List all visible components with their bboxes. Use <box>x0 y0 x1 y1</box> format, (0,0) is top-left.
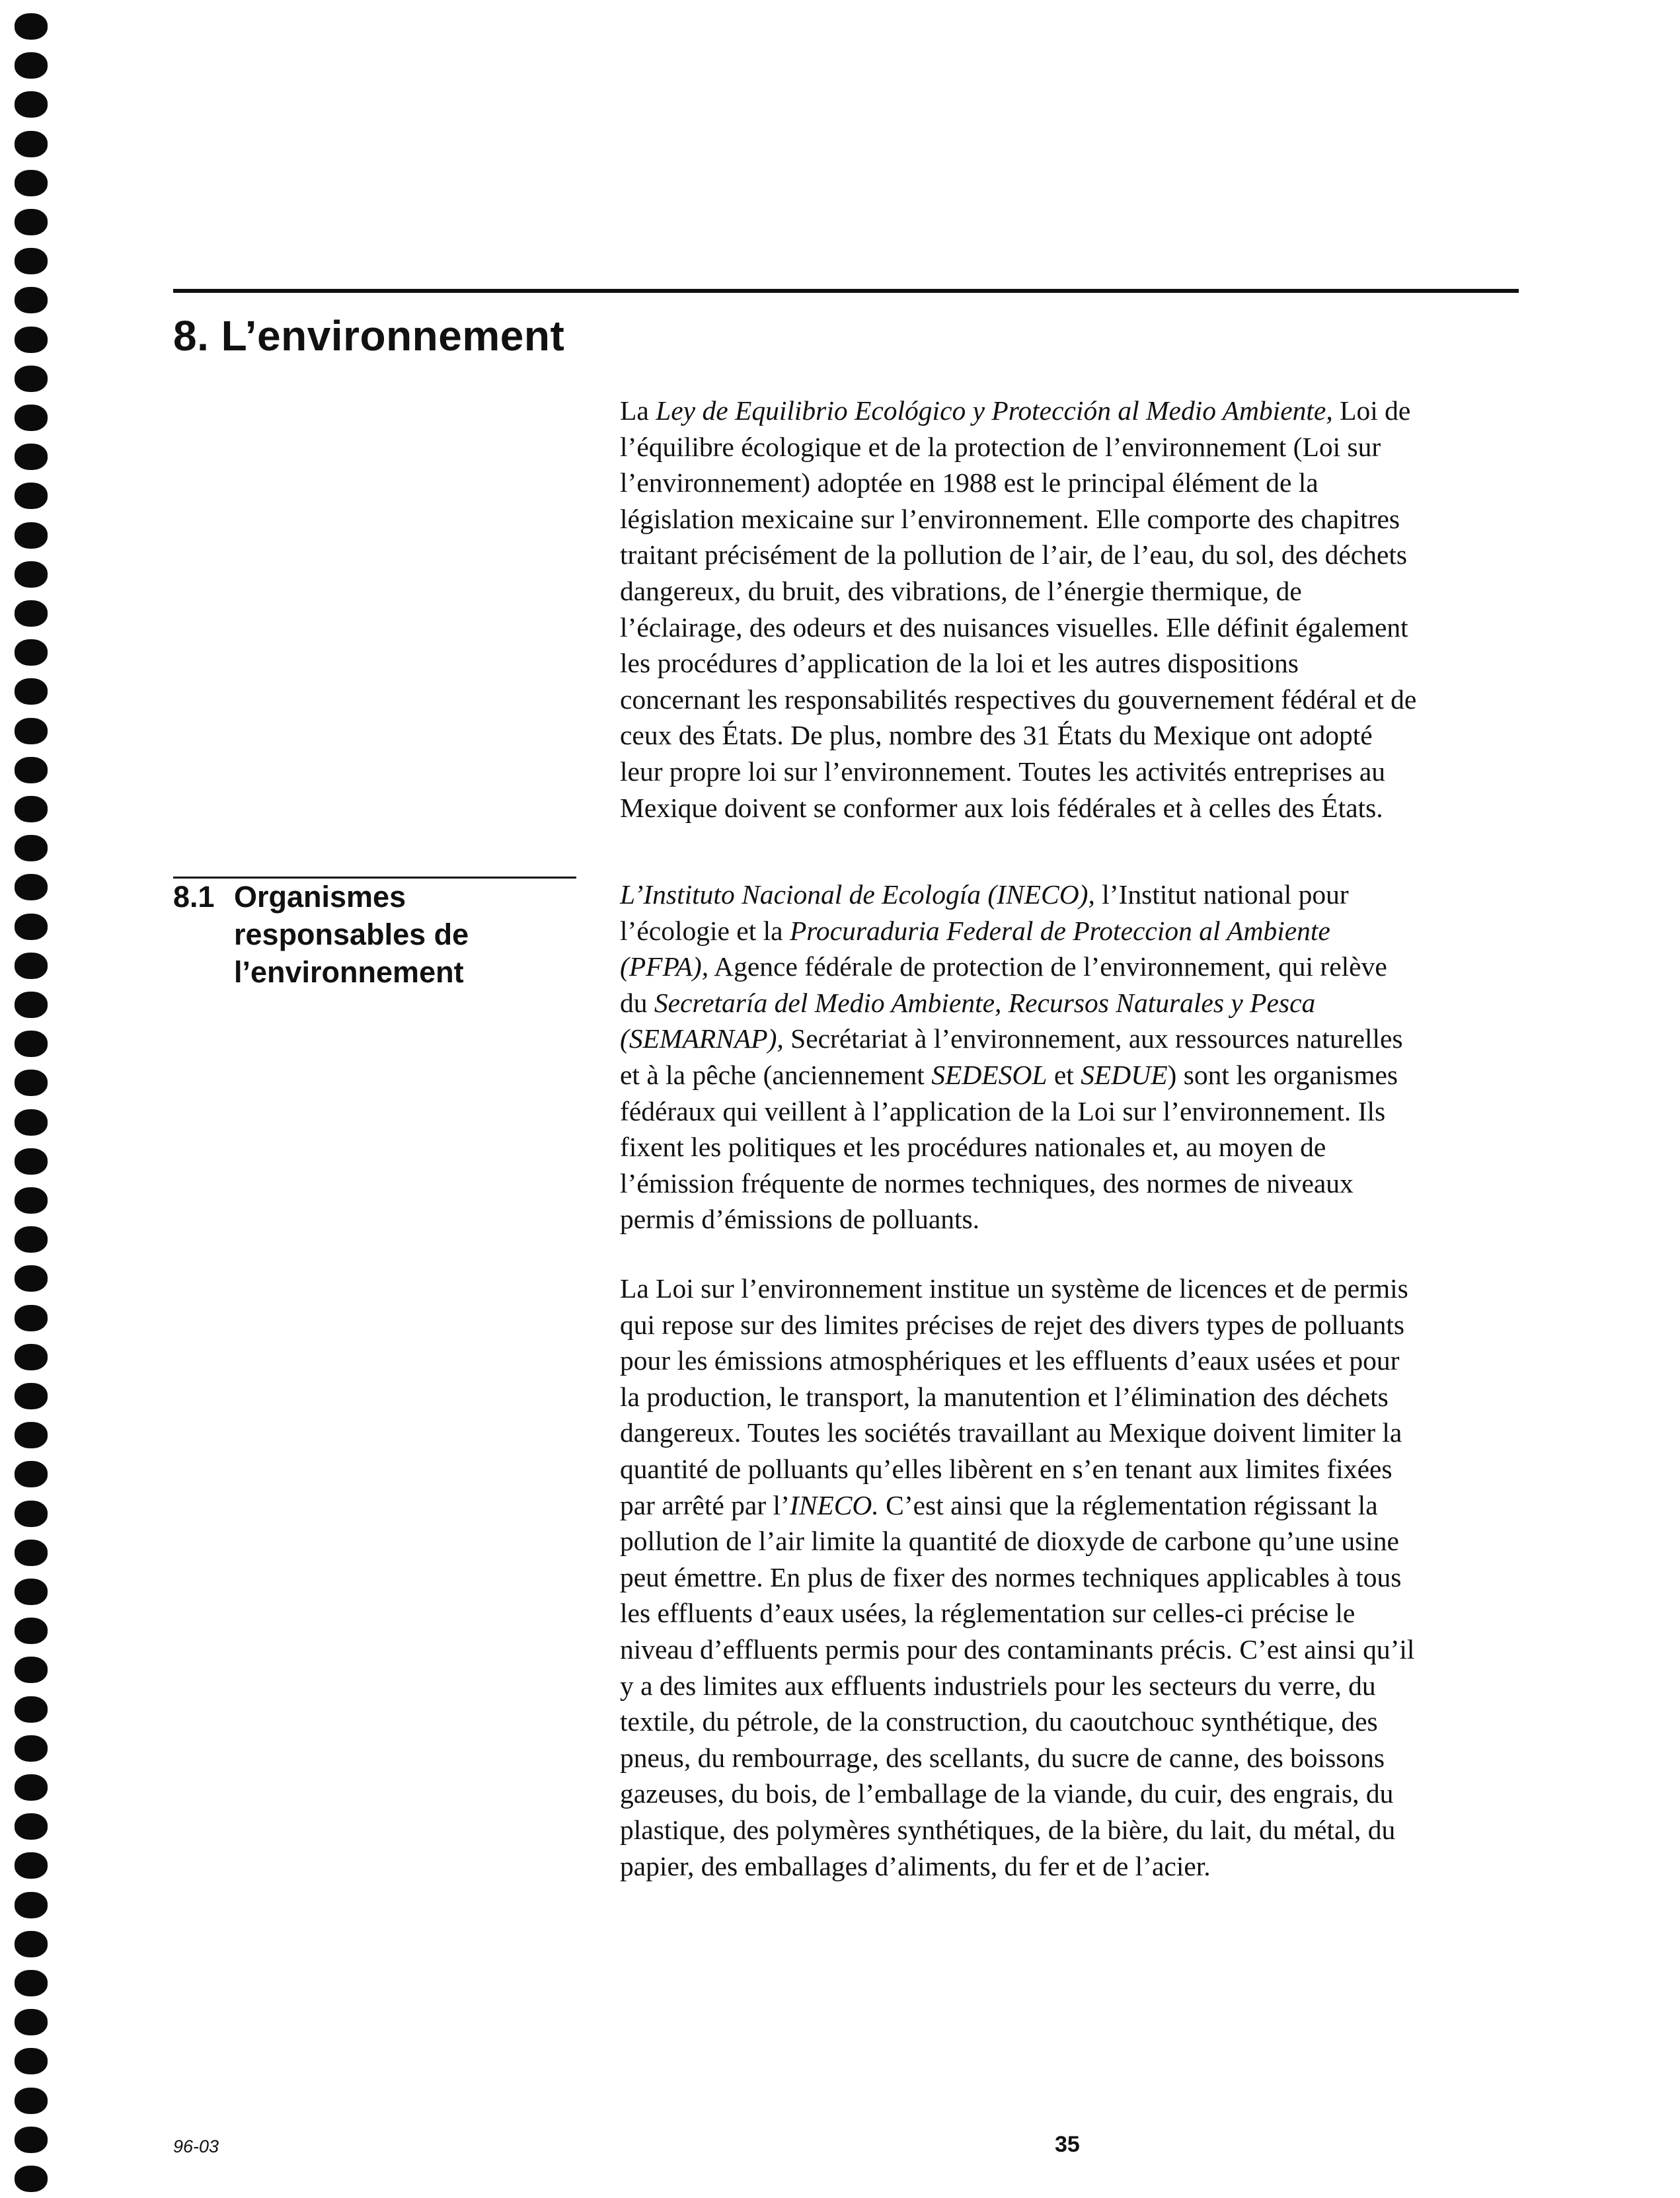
binding-hole <box>15 287 48 313</box>
binding-hole <box>15 1344 48 1370</box>
text-line: gazeuses, du bois, de l’emballage de la viande, du cuir, des engrais, du <box>620 1778 1394 1809</box>
text-line: et à la pêche (anciennement SEDESOL et SEDUE) sont les organismes <box>620 1059 1398 1090</box>
chapter-title: 8. L’environnement <box>173 312 565 360</box>
text-line: textile, du pétrole, de la construction, du caoutchouc synthétique, des <box>620 1706 1378 1737</box>
text-line: peut émettre. En plus de fixer des normes techniques applicables à tous <box>620 1561 1402 1592</box>
italic-term: (PFPA), <box>620 951 709 982</box>
text-line: du Secretaría del Medio Ambiente, Recursos Naturales y Pesca <box>620 987 1316 1018</box>
binding-hole <box>15 483 48 509</box>
italic-term: (SEMARNAP), <box>620 1023 784 1054</box>
text-line: plastique, des polymères synthétiques, de la bière, du lait, du métal, du <box>620 1814 1396 1845</box>
agencies-paragraph <box>620 877 1525 1237</box>
binding-hole <box>15 327 48 353</box>
binding-hole <box>15 1813 48 1840</box>
binding-hole <box>15 1618 48 1644</box>
text-line: ceux des États. De plus, nombre des 31 États du Mexique ont adopté <box>620 720 1373 751</box>
binding-hole <box>15 678 48 705</box>
text-line: qui repose sur des limites précises de rejet des divers types de polluants <box>620 1309 1405 1340</box>
page-number: 35 <box>1055 2132 1080 2157</box>
binding-hole <box>15 757 48 783</box>
text-line: concernant les responsabilités respectives du gouvernement fédéral et de <box>620 684 1417 715</box>
text-line: leur propre loi sur l’environnement. Toutes les activités entreprises au <box>620 756 1385 787</box>
text-line: pneus, du rembourrage, des scellants, du sucre de canne, des boissons <box>620 1742 1385 1773</box>
section-title <box>234 878 604 991</box>
binding-hole <box>15 1031 48 1057</box>
text-line: fédéraux qui veillent à l’application de la Loi sur l’environnement. Ils <box>620 1095 1386 1126</box>
binding-hole <box>15 1696 48 1723</box>
binding-hole <box>15 1265 48 1292</box>
binding-hole <box>15 52 48 79</box>
italic-term: Procuraduria Federal de Proteccion al Ambiente <box>789 915 1330 946</box>
binding-hole <box>15 1461 48 1487</box>
binding-hole <box>15 874 48 900</box>
text-line: dangereux, du bruit, des vibrations, de l’énergie thermique, de <box>620 575 1302 606</box>
section-title-line: l’environnement <box>234 955 464 989</box>
binding-hole <box>15 1892 48 1918</box>
binding-hole <box>15 1187 48 1214</box>
binding-hole <box>15 718 48 744</box>
binding-hole <box>15 914 48 940</box>
text-line: dangereux. Toutes les sociétés travaillant au Mexique doivent limiter la <box>620 1417 1402 1448</box>
intro-paragraph <box>620 393 1525 826</box>
binding-hole <box>15 1774 48 1801</box>
text-line: l’équilibre écologique et de la protection de l’environnement (Loi sur <box>620 431 1381 462</box>
binding-hole <box>15 405 48 431</box>
binding-hole <box>15 953 48 979</box>
text-line: fixent les politiques et les procédures nationales et, au moyen de <box>620 1132 1326 1163</box>
text-line: La Loi sur l’environnement institue un système de licences et de permis <box>620 1273 1408 1304</box>
text-line: l’émission fréquente de normes techniques, des normes de niveaux <box>620 1167 1354 1198</box>
text-line: législation mexicaine sur l’environnement. Elle comporte des chapitres <box>620 503 1400 534</box>
binding-hole <box>15 639 48 666</box>
text-line: l’éclairage, des odeurs et des nuisances visuelles. Elle définit également <box>620 611 1408 643</box>
italic-term: INECO. <box>789 1489 879 1520</box>
binding-hole <box>15 1383 48 1409</box>
binding-hole <box>15 2048 48 2074</box>
binding-hole <box>15 1148 48 1175</box>
italic-term: Secretaría del Medio Ambiente, Recursos Naturales y Pesca <box>654 987 1316 1018</box>
text-line: (PFPA), Agence fédérale de protection de l’environnement, qui relève <box>620 951 1387 982</box>
binding-hole <box>15 1070 48 1096</box>
text-line: permis d’émissions de polluants. <box>620 1204 980 1235</box>
binding-hole <box>15 248 48 274</box>
binding-hole <box>15 2088 48 2114</box>
binding-hole <box>15 1579 48 1605</box>
binding-hole <box>15 13 48 40</box>
binding-hole <box>15 1226 48 1253</box>
binding-hole <box>15 835 48 861</box>
binding-hole <box>15 2166 48 2192</box>
binding-hole <box>15 1501 48 1527</box>
permits-paragraph <box>620 1271 1525 1884</box>
binding-hole <box>15 1931 48 1957</box>
binding-hole <box>15 209 48 235</box>
binding-hole <box>15 366 48 392</box>
binding-hole <box>15 1422 48 1448</box>
binding-hole <box>15 1852 48 1879</box>
text-line: les procédures d’application de la loi et les autres dispositions <box>620 648 1299 679</box>
text-line: traitant précisément de la pollution de l’air, de l’eau, du sol, des déchets <box>620 539 1408 570</box>
text-line: pour les émissions atmosphériques et les effluents d’eaux usées et pour <box>620 1345 1400 1376</box>
binding-hole <box>15 444 48 470</box>
binding-holes <box>15 13 49 2188</box>
binding-hole <box>15 796 48 822</box>
binding-hole <box>15 2127 48 2153</box>
binding-hole <box>15 2009 48 2035</box>
text-line: la production, le transport, la manutention et l’élimination des déchets <box>620 1381 1389 1412</box>
text-line: La Ley de Equilibrio Ecológico y Protección al Medio Ambiente, Loi de <box>620 395 1411 426</box>
italic-term: Ley de Equilibrio Ecológico y Protección al Medio Ambiente, <box>656 395 1333 426</box>
italic-term: SEDUE <box>1081 1059 1168 1090</box>
binding-hole <box>15 992 48 1018</box>
binding-hole <box>15 1540 48 1566</box>
binding-hole <box>15 561 48 588</box>
italic-term: L’Instituto Nacional de Ecología (INECO), <box>620 879 1095 910</box>
text-line: (SEMARNAP), Secrétariat à l’environnement, aux ressources naturelles <box>620 1023 1403 1054</box>
text-line: niveau d’effluents permis pour des contaminants précis. C’est ainsi qu’il <box>620 1633 1415 1665</box>
binding-hole <box>15 131 48 157</box>
chapter-rule <box>173 289 1519 293</box>
binding-hole <box>15 522 48 549</box>
binding-hole <box>15 1305 48 1331</box>
section-title-line: Organismes <box>234 880 406 914</box>
binding-hole <box>15 1109 48 1136</box>
text-line: les effluents d’eaux usées, la réglementation sur celles-ci précise le <box>620 1598 1355 1629</box>
binding-hole <box>15 600 48 627</box>
text-line: pollution de l’air limite la quantité de dioxyde de carbone qu’une usine <box>620 1526 1399 1557</box>
text-line: L’Instituto Nacional de Ecología (INECO), l’Institut national pour <box>620 879 1349 910</box>
text-line: Mexique doivent se conformer aux lois fédérales et à celles des États. <box>620 792 1383 823</box>
section-number: 8.1 <box>173 880 215 914</box>
section-title-line: responsables de <box>234 918 469 951</box>
text-line: y a des limites aux effluents industriels pour les secteurs du verre, du <box>620 1670 1376 1701</box>
binding-hole <box>15 1657 48 1683</box>
text-line: quantité de polluants qu’elles libèrent en s’en tenant aux limites fixées <box>620 1453 1393 1484</box>
text-line: papier, des emballages d’aliments, du fer et de l’acier. <box>620 1850 1211 1881</box>
text-line: par arrêté par l’INECO. C’est ainsi que la réglementation régissant la <box>620 1489 1378 1520</box>
binding-hole <box>15 91 48 118</box>
binding-hole <box>15 1970 48 1996</box>
text-line: l’environnement) adoptée en 1988 est le principal élément de la <box>620 467 1318 498</box>
document-code: 96-03 <box>173 2137 219 2156</box>
text-line: l’écologie et la Procuraduria Federal de Proteccion al Ambiente <box>620 915 1330 946</box>
binding-hole <box>15 170 48 196</box>
italic-term: SEDESOL <box>931 1059 1048 1090</box>
binding-hole <box>15 1735 48 1762</box>
